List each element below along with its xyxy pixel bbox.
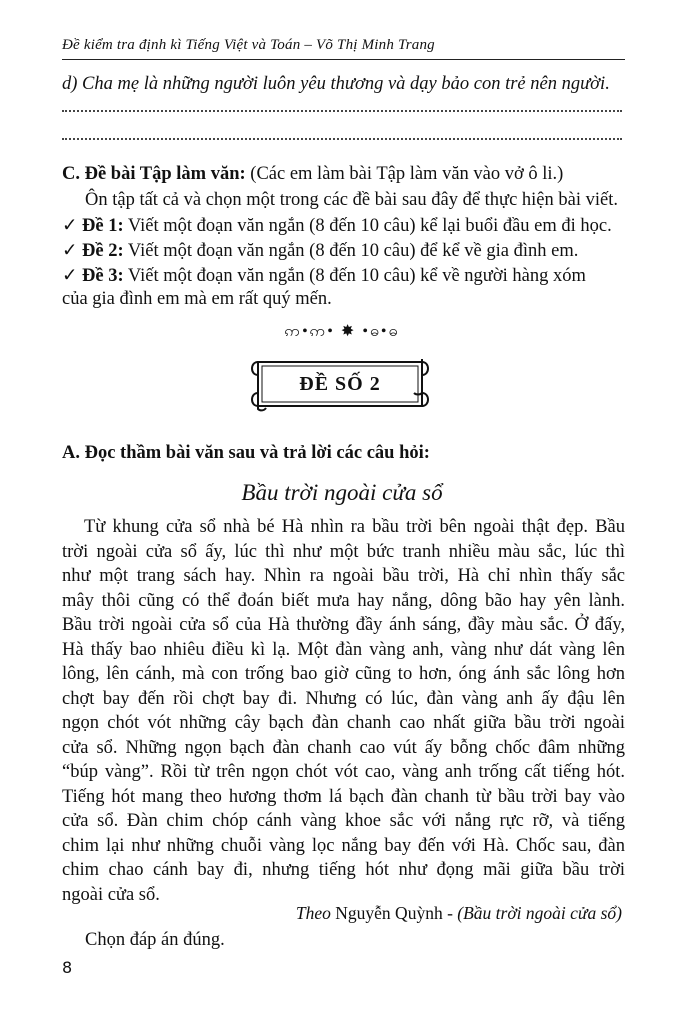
section-c-intro: Ôn tập tất cả và chọn một trong các đề bài sau đây để thực hiện bài viết.: [85, 190, 618, 210]
running-header: Đề kiểm tra định kì Tiếng Việt và Toán – Võ Thị Minh Trang: [62, 37, 625, 60]
story-line: ngoài cửa sổ.: [62, 884, 160, 905]
story-body: [62, 515, 625, 907]
story-line: như một trang sách hay. Nhìn ra ngoài bầu trời, Hà chỉ nhìn thấy sắc: [62, 566, 625, 586]
story-line: cửa sổ. Đàn chim chóp cánh vàng khoe sắc với nắng rực rỡ, và tiếng: [62, 811, 625, 831]
topic-text: Viết một đoạn văn ngắn (8 đến 10 câu) kể lại buổi đầu em đi học.: [123, 216, 612, 236]
ornament-divider: ဢ•ဢ• ✸ •ဓ•ဓ: [284, 323, 400, 340]
topic-text: Viết một đoạn văn ngắn (8 đến 10 câu) kể về người hàng xóm: [123, 266, 586, 286]
topic-text: Viết một đoạn văn ngắn (8 đến 10 câu) để kể về gia đình em.: [123, 241, 579, 261]
topic-3-continued: của gia đình em mà em rất quý mến.: [62, 289, 332, 309]
story-line: chim chao cánh bay đi, nhưng tiếng hót như đọng mãi giữa bầu trời: [62, 860, 625, 880]
answer-line-2: [62, 134, 622, 140]
story-line: Hà thấy bao nhiêu điều kì lạ. Một đàn vàng anh, vàng như dát vàng lên: [62, 639, 625, 660]
section-c-note: (Các em làm bài Tập làm văn vào vở ô li.): [245, 164, 564, 184]
source-author: Nguyễn Quỳnh -: [330, 903, 458, 923]
story-line: Bầu trời ngoài cửa sổ của Hà thường đầy ánh sáng, đầy màu sắc. Ở đấy,: [62, 615, 625, 635]
story-line: cửa sổ. Những ngọn bạch đàn chanh cao vút ấy bỗng chốc đâm những: [62, 737, 625, 758]
page-number: 8: [62, 958, 73, 977]
topic-label: Đề 3:: [82, 266, 124, 286]
source-prefix: Theo: [295, 903, 331, 923]
source-work: (Bầu trời ngoài cửa sổ): [457, 903, 622, 923]
story-line: chim lại như những chuỗi vàng lọc nắng bay đến với Hà. Chốc sau, đàn: [62, 835, 625, 856]
topic-label: Đề 2:: [82, 241, 124, 261]
answer-line-1: [62, 106, 622, 112]
checkmark-icon: ✓: [62, 241, 78, 261]
instruction: Chọn đáp án đúng.: [85, 930, 225, 950]
story-line: ngọn chót vót những cây bạch đàn chanh cao nhất giữa bầu trời ngoài: [62, 713, 625, 733]
story-line: Từ khung cửa sổ nhà bé Hà nhìn ra bầu trời bên ngoài thật đẹp. Bầu: [84, 517, 625, 537]
question-d: d) Cha mẹ là những người luôn yêu thương và dạy bảo con trẻ nên người.: [62, 74, 610, 94]
exam-banner-label: ĐỀ SỐ 2: [299, 373, 381, 395]
topic-2: [62, 240, 578, 262]
story-line: “búp vàng”. Rồi từ trên ngọn chót vót cao, vàng anh trống cất tiếng hót.: [62, 762, 625, 782]
topic-label: Đề 1:: [82, 216, 124, 236]
story-line: chợt bay đến rồi chợt bay đi. Nhưng có lúc, đàn vàng anh ấy đậu lên: [62, 688, 625, 709]
story-line: lông, lên cánh, mà con trống bao giờ cũng to hơn, óng ánh sắc lông hơn: [62, 664, 625, 684]
story-line: Tiếng hót mang theo hương thơm lá bạch đàn chanh từ bầu trời bay vào: [62, 786, 625, 807]
checkmark-icon: ✓: [62, 266, 78, 286]
story-source: [296, 903, 622, 924]
section-c-heading-line: [62, 164, 563, 185]
section-c-heading: C. Đề bài Tập làm văn:: [62, 164, 246, 184]
story-title: Bầu trời ngoài cửa sổ: [241, 480, 443, 505]
topic-3: [62, 265, 586, 287]
exam-banner: [248, 357, 432, 412]
section-a-heading: A. Đọc thầm bài văn sau và trả lời các câu hỏi:: [62, 443, 430, 463]
checkmark-icon: ✓: [62, 216, 78, 236]
story-line: mây thôi cũng có thể đoán biết mưa hay nắng, dông bão hay yên lành.: [62, 590, 625, 611]
story-line: trời ngoài cửa sổ ấy, lúc thì như một bức tranh nhiều màu sắc, lúc thì: [62, 541, 625, 562]
topic-1: [62, 215, 612, 237]
